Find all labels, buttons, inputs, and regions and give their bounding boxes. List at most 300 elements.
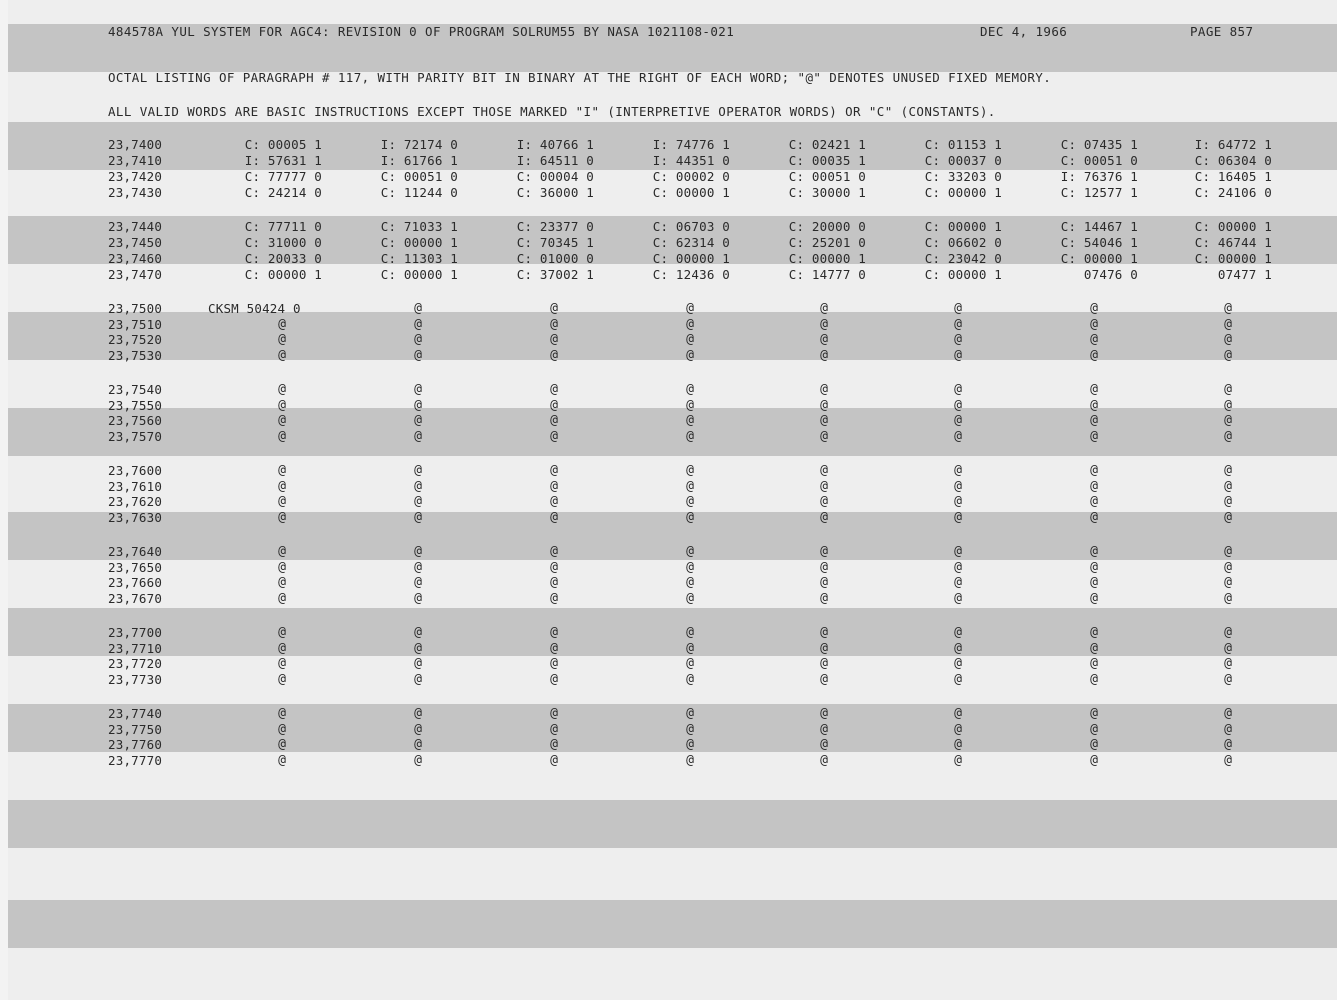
- unused-marker: @: [550, 706, 558, 721]
- unused-marker: @: [820, 428, 828, 444]
- row-address: 23,7550: [108, 397, 163, 413]
- unused-marker: @: [414, 301, 422, 316]
- unused-marker: @: [550, 463, 558, 478]
- row-address: 23,7650: [108, 559, 163, 575]
- row-address: 23,7450: [108, 235, 163, 250]
- octal-word: I: 74776 1: [652, 137, 730, 152]
- unused-marker: @: [278, 428, 286, 444]
- unused-marker: @: [820, 544, 828, 559]
- unused-marker: @: [1090, 752, 1098, 768]
- octal-word: C: 00000 1: [924, 219, 1002, 234]
- unused-marker: @: [954, 752, 962, 768]
- unused-marker: @: [550, 509, 558, 525]
- octal-word: I: 44351 0: [652, 153, 730, 168]
- octal-word: C: 36000 1: [516, 185, 594, 200]
- unused-marker: @: [278, 559, 286, 575]
- unused-marker: @: [550, 575, 558, 590]
- unused-marker: @: [1224, 737, 1232, 752]
- unused-marker: @: [1090, 625, 1098, 640]
- unused-marker: @: [820, 463, 828, 478]
- row-address: 23,7760: [108, 737, 163, 752]
- unused-marker: @: [278, 752, 286, 768]
- unused-marker: @: [278, 706, 286, 721]
- paper-band: [8, 509, 1337, 560]
- unused-marker: @: [686, 752, 694, 768]
- unused-marker: @: [686, 544, 694, 559]
- unused-marker: @: [686, 640, 694, 656]
- unused-marker: @: [686, 382, 694, 397]
- octal-word: C: 30000 1: [788, 185, 866, 200]
- unused-marker: @: [278, 656, 286, 671]
- unused-marker: @: [278, 316, 286, 332]
- row-address: 23,7470: [108, 267, 163, 282]
- row-address: 23,7750: [108, 721, 163, 737]
- unused-marker: @: [1090, 559, 1098, 575]
- unused-marker: @: [686, 494, 694, 509]
- unused-marker: @: [820, 752, 828, 768]
- octal-word: C: 77777 0: [244, 169, 322, 184]
- unused-marker: @: [1090, 397, 1098, 413]
- unused-marker: @: [1224, 590, 1232, 606]
- octal-word: C: 06602 0: [924, 235, 1002, 250]
- unused-marker: @: [414, 509, 422, 525]
- unused-marker: @: [954, 413, 962, 428]
- row-address: 23,7430: [108, 185, 163, 200]
- octal-word: C: 37002 1: [516, 267, 594, 282]
- unused-marker: @: [820, 347, 828, 363]
- unused-marker: @: [414, 463, 422, 478]
- unused-marker: @: [954, 640, 962, 656]
- unused-marker: @: [820, 316, 828, 332]
- unused-marker: @: [550, 640, 558, 656]
- unused-marker: @: [278, 671, 286, 687]
- octal-word: C: 23042 0: [924, 251, 1002, 266]
- octal-word: C: 00000 1: [652, 251, 730, 266]
- unused-marker: @: [1224, 752, 1232, 768]
- octal-word: C: 54046 1: [1060, 235, 1138, 250]
- unused-marker: @: [414, 656, 422, 671]
- unused-marker: @: [550, 625, 558, 640]
- unused-marker: @: [1090, 575, 1098, 590]
- unused-marker: @: [954, 544, 962, 559]
- unused-marker: @: [820, 706, 828, 721]
- unused-marker: @: [278, 478, 286, 494]
- row-address: 23,7420: [108, 169, 163, 184]
- octal-word: C: 00051 0: [380, 169, 458, 184]
- octal-word: C: 31000 0: [244, 235, 322, 250]
- unused-marker: @: [954, 625, 962, 640]
- octal-word: C: 70345 1: [516, 235, 594, 250]
- unused-marker: @: [954, 737, 962, 752]
- unused-marker: @: [278, 463, 286, 478]
- unused-marker: @: [414, 428, 422, 444]
- unused-marker: @: [1224, 413, 1232, 428]
- row-address: 23,7440: [108, 219, 163, 234]
- unused-marker: @: [1224, 478, 1232, 494]
- unused-marker: @: [550, 721, 558, 737]
- unused-marker: @: [686, 656, 694, 671]
- unused-marker: @: [820, 494, 828, 509]
- unused-marker: @: [1090, 656, 1098, 671]
- octal-word: C: 14467 1: [1060, 219, 1138, 234]
- row-address: 23,7740: [108, 706, 163, 721]
- unused-marker: @: [1224, 625, 1232, 640]
- unused-marker: @: [1224, 656, 1232, 671]
- unused-marker: @: [1224, 301, 1232, 316]
- octal-word: C: 20000 0: [788, 219, 866, 234]
- unused-marker: @: [550, 301, 558, 316]
- unused-marker: @: [954, 671, 962, 687]
- unused-marker: @: [550, 590, 558, 606]
- unused-marker: @: [954, 397, 962, 413]
- octal-word: C: 00051 0: [788, 169, 866, 184]
- unused-marker: @: [414, 721, 422, 737]
- unused-marker: @: [1090, 737, 1098, 752]
- unused-marker: @: [550, 413, 558, 428]
- listing-title: OCTAL LISTING OF PARAGRAPH # 117, WITH PARITY BIT IN BINARY AT THE RIGHT OF EACH WORD; "@" DENOTES UNUSED FIXED MEMORY.: [108, 70, 1052, 85]
- octal-word: I: 61766 1: [380, 153, 458, 168]
- paper-band: [8, 900, 1337, 948]
- octal-word: C: 11244 0: [380, 185, 458, 200]
- row-address: 23,7530: [108, 347, 163, 363]
- unused-marker: @: [1224, 316, 1232, 332]
- unused-marker: @: [820, 721, 828, 737]
- unused-marker: @: [550, 656, 558, 671]
- unused-marker: @: [954, 478, 962, 494]
- octal-word: C: 01153 1: [924, 137, 1002, 152]
- unused-marker: @: [1090, 671, 1098, 687]
- row-address: 23,7500: [108, 301, 163, 316]
- unused-marker: @: [686, 478, 694, 494]
- unused-marker: @: [686, 509, 694, 525]
- unused-marker: @: [278, 397, 286, 413]
- unused-marker: @: [550, 382, 558, 397]
- unused-marker: @: [954, 463, 962, 478]
- unused-marker: @: [278, 590, 286, 606]
- octal-word: C: 12436 0: [652, 267, 730, 282]
- octal-word: C: 00000 1: [924, 185, 1002, 200]
- unused-marker: @: [1224, 463, 1232, 478]
- unused-marker: @: [686, 301, 694, 316]
- octal-word: C: 25201 0: [788, 235, 866, 250]
- octal-word: C: 06304 0: [1194, 153, 1272, 168]
- unused-marker: @: [954, 494, 962, 509]
- octal-word: C: 00000 1: [1194, 219, 1272, 234]
- unused-marker: @: [686, 397, 694, 413]
- unused-marker: @: [278, 382, 286, 397]
- octal-word: C: 07435 1: [1060, 137, 1138, 152]
- unused-marker: @: [820, 397, 828, 413]
- unused-marker: @: [1090, 463, 1098, 478]
- unused-marker: @: [820, 671, 828, 687]
- octal-word: C: 11303 1: [380, 251, 458, 266]
- unused-marker: @: [954, 656, 962, 671]
- paper-band: [8, 312, 1337, 360]
- unused-marker: @: [820, 625, 828, 640]
- unused-marker: @: [686, 590, 694, 606]
- octal-word: C: 24214 0: [244, 185, 322, 200]
- unused-marker: @: [1090, 544, 1098, 559]
- unused-marker: @: [820, 478, 828, 494]
- octal-word: C: 00035 1: [788, 153, 866, 168]
- unused-marker: @: [278, 640, 286, 656]
- row-address: 23,7570: [108, 428, 163, 444]
- row-address: 23,7620: [108, 494, 163, 509]
- octal-word: C: 23377 0: [516, 219, 594, 234]
- unused-marker: @: [550, 544, 558, 559]
- octal-word: C: 62314 0: [652, 235, 730, 250]
- unused-marker: @: [954, 347, 962, 363]
- octal-word: I: 40766 1: [516, 137, 594, 152]
- unused-marker: @: [820, 382, 828, 397]
- octal-word: C: 00051 0: [1060, 153, 1138, 168]
- unused-marker: @: [820, 509, 828, 525]
- octal-word: C: 00000 1: [1060, 251, 1138, 266]
- row-address: 23,7670: [108, 590, 163, 606]
- unused-marker: @: [278, 721, 286, 737]
- checksum: CKSM 50424 0: [208, 301, 301, 316]
- unused-marker: @: [686, 559, 694, 575]
- unused-marker: @: [954, 428, 962, 444]
- row-address: 23,7400: [108, 137, 163, 152]
- octal-word: C: 77711 0: [244, 219, 322, 234]
- octal-word: C: 00000 1: [924, 267, 1002, 282]
- unused-marker: @: [820, 332, 828, 347]
- unused-marker: @: [686, 428, 694, 444]
- unused-marker: @: [954, 575, 962, 590]
- unused-marker: @: [1224, 494, 1232, 509]
- unused-marker: @: [1224, 428, 1232, 444]
- row-address: 23,7460: [108, 251, 163, 266]
- unused-marker: @: [414, 347, 422, 363]
- unused-marker: @: [1224, 706, 1232, 721]
- unused-marker: @: [414, 413, 422, 428]
- unused-marker: @: [414, 706, 422, 721]
- unused-marker: @: [1090, 494, 1098, 509]
- unused-marker: @: [1090, 721, 1098, 737]
- unused-marker: @: [1090, 413, 1098, 428]
- octal-word: C: 00002 0: [652, 169, 730, 184]
- unused-marker: @: [820, 640, 828, 656]
- unused-marker: @: [954, 706, 962, 721]
- octal-word: C: 00005 1: [244, 137, 322, 152]
- row-address: 23,7410: [108, 153, 163, 168]
- unused-marker: @: [550, 428, 558, 444]
- unused-marker: @: [550, 316, 558, 332]
- unused-marker: @: [414, 752, 422, 768]
- octal-word: I: 64511 0: [516, 153, 594, 168]
- octal-word: 07476 0: [1083, 267, 1138, 282]
- unused-marker: @: [414, 590, 422, 606]
- octal-word: C: 14777 0: [788, 267, 866, 282]
- unused-marker: @: [954, 301, 962, 316]
- unused-marker: @: [1090, 428, 1098, 444]
- unused-marker: @: [1090, 332, 1098, 347]
- unused-marker: @: [414, 559, 422, 575]
- unused-marker: @: [1090, 590, 1098, 606]
- octal-word: C: 00000 1: [380, 267, 458, 282]
- unused-marker: @: [1224, 347, 1232, 363]
- unused-marker: @: [686, 706, 694, 721]
- octal-word: I: 76376 1: [1060, 169, 1138, 184]
- header-system-line: 484578A YUL SYSTEM FOR AGC4: REVISION 0 OF PROGRAM SOLRUM55 BY NASA 1021108-021: [108, 24, 735, 39]
- octal-word: C: 24106 0: [1194, 185, 1272, 200]
- unused-marker: @: [1090, 347, 1098, 363]
- unused-marker: @: [414, 544, 422, 559]
- row-address: 23,7770: [108, 752, 163, 768]
- unused-marker: @: [686, 463, 694, 478]
- unused-marker: @: [550, 559, 558, 575]
- octal-word: C: 00000 1: [244, 267, 322, 282]
- unused-marker: @: [954, 316, 962, 332]
- unused-marker: @: [954, 332, 962, 347]
- row-address: 23,7710: [108, 640, 163, 656]
- unused-marker: @: [820, 575, 828, 590]
- row-address: 23,7610: [108, 478, 163, 494]
- unused-marker: @: [1224, 397, 1232, 413]
- header-date: DEC 4, 1966: [980, 24, 1068, 39]
- unused-marker: @: [1224, 544, 1232, 559]
- paper-edge: [0, 0, 8, 1000]
- unused-marker: @: [820, 559, 828, 575]
- unused-marker: @: [1224, 559, 1232, 575]
- unused-marker: @: [414, 575, 422, 590]
- unused-marker: @: [820, 413, 828, 428]
- row-address: 23,7540: [108, 382, 163, 397]
- row-address: 23,7520: [108, 332, 163, 347]
- unused-marker: @: [550, 752, 558, 768]
- octal-word: C: 00000 1: [380, 235, 458, 250]
- unused-marker: @: [954, 382, 962, 397]
- unused-marker: @: [550, 737, 558, 752]
- octal-word: C: 00004 0: [516, 169, 594, 184]
- unused-marker: @: [414, 332, 422, 347]
- octal-word: C: 20033 0: [244, 251, 322, 266]
- unused-marker: @: [1224, 382, 1232, 397]
- unused-marker: @: [1090, 706, 1098, 721]
- unused-marker: @: [820, 590, 828, 606]
- octal-word: C: 00037 0: [924, 153, 1002, 168]
- unused-marker: @: [686, 332, 694, 347]
- unused-marker: @: [414, 316, 422, 332]
- octal-word: C: 71033 1: [380, 219, 458, 234]
- unused-marker: @: [278, 413, 286, 428]
- unused-marker: @: [954, 590, 962, 606]
- row-address: 23,7720: [108, 656, 163, 671]
- row-address: 23,7630: [108, 509, 163, 525]
- unused-marker: @: [550, 478, 558, 494]
- octal-word: C: 16405 1: [1194, 169, 1272, 184]
- unused-marker: @: [1090, 382, 1098, 397]
- row-address: 23,7560: [108, 413, 163, 428]
- octal-word: I: 64772 1: [1194, 137, 1272, 152]
- unused-marker: @: [414, 397, 422, 413]
- unused-marker: @: [278, 332, 286, 347]
- unused-marker: @: [954, 721, 962, 737]
- unused-marker: @: [550, 332, 558, 347]
- unused-marker: @: [414, 382, 422, 397]
- unused-marker: @: [278, 494, 286, 509]
- unused-marker: @: [686, 721, 694, 737]
- unused-marker: @: [686, 625, 694, 640]
- unused-marker: @: [278, 347, 286, 363]
- unused-marker: @: [954, 509, 962, 525]
- octal-word: C: 00000 1: [788, 251, 866, 266]
- unused-marker: @: [278, 509, 286, 525]
- unused-marker: @: [414, 640, 422, 656]
- unused-marker: @: [278, 544, 286, 559]
- paper-band: [8, 800, 1337, 848]
- octal-word: I: 72174 0: [380, 137, 458, 152]
- unused-marker: @: [1224, 509, 1232, 525]
- unused-marker: @: [550, 671, 558, 687]
- unused-marker: @: [550, 494, 558, 509]
- octal-word: C: 01000 0: [516, 251, 594, 266]
- octal-word: C: 06703 0: [652, 219, 730, 234]
- octal-word: C: 12577 1: [1060, 185, 1138, 200]
- unused-marker: @: [550, 397, 558, 413]
- paper-band: [8, 704, 1337, 752]
- unused-marker: @: [686, 316, 694, 332]
- header-page: PAGE 857: [1190, 24, 1254, 39]
- unused-marker: @: [550, 347, 558, 363]
- row-address: 23,7700: [108, 625, 163, 640]
- unused-marker: @: [1090, 316, 1098, 332]
- unused-marker: @: [820, 737, 828, 752]
- octal-word: C: 02421 1: [788, 137, 866, 152]
- unused-marker: @: [414, 671, 422, 687]
- unused-marker: @: [686, 575, 694, 590]
- unused-marker: @: [820, 301, 828, 316]
- unused-marker: @: [1224, 671, 1232, 687]
- unused-marker: @: [414, 737, 422, 752]
- row-address: 23,7660: [108, 575, 163, 590]
- unused-marker: @: [1090, 301, 1098, 316]
- paper-band: [8, 408, 1337, 456]
- unused-marker: @: [954, 559, 962, 575]
- row-address: 23,7600: [108, 463, 163, 478]
- listing-note: ALL VALID WORDS ARE BASIC INSTRUCTIONS EXCEPT THOSE MARKED "I" (INTERPRETIVE OPERATOR WORDS) OR "C" (CONSTANTS).: [108, 104, 996, 119]
- unused-marker: @: [686, 413, 694, 428]
- unused-marker: @: [278, 575, 286, 590]
- unused-marker: @: [686, 737, 694, 752]
- unused-marker: @: [686, 671, 694, 687]
- row-address: 23,7510: [108, 316, 163, 332]
- unused-marker: @: [414, 625, 422, 640]
- unused-marker: @: [278, 625, 286, 640]
- row-address: 23,7640: [108, 544, 163, 559]
- unused-marker: @: [1224, 332, 1232, 347]
- octal-word: C: 46744 1: [1194, 235, 1272, 250]
- unused-marker: @: [820, 656, 828, 671]
- octal-word: C: 33203 0: [924, 169, 1002, 184]
- unused-marker: @: [686, 347, 694, 363]
- unused-marker: @: [1090, 478, 1098, 494]
- unused-marker: @: [414, 478, 422, 494]
- unused-marker: @: [278, 737, 286, 752]
- paper-band: [8, 608, 1337, 656]
- unused-marker: @: [1224, 640, 1232, 656]
- octal-word: C: 00000 1: [1194, 251, 1272, 266]
- octal-word: C: 00000 1: [652, 185, 730, 200]
- octal-word: I: 57631 1: [244, 153, 322, 168]
- unused-marker: @: [1224, 721, 1232, 737]
- row-address: 23,7730: [108, 671, 163, 687]
- unused-marker: @: [1090, 640, 1098, 656]
- unused-marker: @: [1090, 509, 1098, 525]
- unused-marker: @: [1224, 575, 1232, 590]
- octal-word: 07477 1: [1217, 267, 1272, 282]
